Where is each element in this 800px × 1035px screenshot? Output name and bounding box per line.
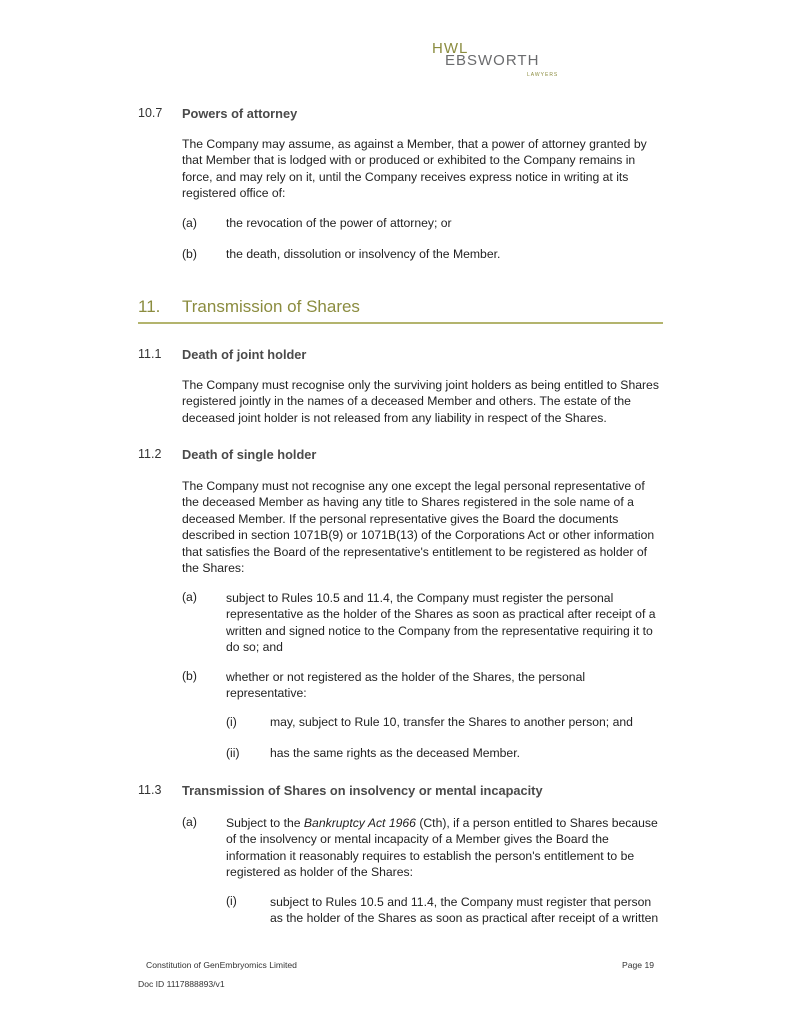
section-divider xyxy=(138,322,663,324)
item-label-11-2-b: (b) xyxy=(182,669,197,683)
item-text-11-3-a xyxy=(226,815,666,881)
clause-number-11-2: 11.2 xyxy=(138,447,162,461)
item-label-11-2-b-ii: (ii) xyxy=(226,746,240,760)
footer-page-number: Page 19 xyxy=(622,960,655,970)
footer-doc-id: Doc ID 1117888893/v1 xyxy=(138,979,225,989)
item-text-10-7-b: the death, dissolution or insolvency of the Member. xyxy=(226,247,501,261)
item-text-11-2-b-ii: has the same rights as the deceased Member. xyxy=(270,746,520,760)
clause-heading-10-7: Powers of attorney xyxy=(182,106,298,121)
section-number-11: 11. xyxy=(138,297,161,316)
item-label-11-3-a: (a) xyxy=(182,815,197,829)
item-text-11-3-a-pre: Subject to the xyxy=(226,816,304,830)
clause-number-11-1: 11.1 xyxy=(138,347,162,361)
item-text-11-2-a: subject to Rules 10.5 and 11.4, the Company must register the personal representative as the holder of the Shares as soon as practical after receipt of a written and signed notice to the Company from the representative requiring it to do so; and xyxy=(226,591,656,655)
item-text-11-2-b-i: may, subject to Rule 10, transfer the Shares to another person; and xyxy=(270,715,633,729)
clause-body-10-7: The Company may assume, as against a Member, that a power of attorney granted by that Member that is lodged with or produced or exhibited to the Company remains in force, and may rely on it, until the Company receives express notice in writing at its registered office of: xyxy=(182,137,647,201)
item-label-11-2-a: (a) xyxy=(182,590,197,604)
clause-heading-11-1: Death of joint holder xyxy=(182,347,307,362)
logo-subtitle: LAWYERS xyxy=(527,72,559,78)
item-text-10-7-a: the revocation of the power of attorney; or xyxy=(226,216,452,230)
item-text-11-2-b: whether or not registered as the holder of the Shares, the personal representative: xyxy=(226,670,586,701)
item-label-10-7-a: (a) xyxy=(182,216,197,230)
logo-line1: HWL xyxy=(432,40,469,57)
clause-number-11-3: 11.3 xyxy=(138,783,162,797)
item-text-11-3-a-i: subject to Rules 10.5 and 11.4, the Company must register that person as the holder of the Shares as soon as practical after receipt of a written xyxy=(270,895,659,926)
item-label-10-7-b: (b) xyxy=(182,247,197,261)
item-text-11-3-a-post: (Cth), if a person entitled to Shares because of the insolvency or mental incapacity of a Member gives the Board the information it reasonably requires to establish the person's entitlement to be registered as holder of the Shares: xyxy=(226,816,658,880)
footer-document-title: Constitution of GenEmbryomics Limited xyxy=(146,960,297,970)
clause-number-10-7: 10.7 xyxy=(138,106,163,120)
bankruptcy-act-reference: Bankruptcy Act 1966 xyxy=(303,816,416,830)
clause-heading-11-2: Death of single holder xyxy=(182,447,317,462)
item-label-11-3-a-i: (i) xyxy=(226,894,237,908)
clause-body-11-2: The Company must not recognise any one except the legal personal representative of the deceased Member as having any title to Shares registered in the sole name of a deceased Member. If the personal representative gives the Board the documents described in section 1071B(9) or 1071B(13) of the Corporations Act or other information that satisfies the Board of the representative's entitlement to be registered as holder of the Shares: xyxy=(182,479,655,576)
hwl-ebsworth-logo xyxy=(432,40,562,80)
logo-line2: EBSWORTH xyxy=(445,52,540,69)
clause-heading-11-3: Transmission of Shares on insolvency or mental incapacity xyxy=(182,783,543,798)
item-label-11-2-b-i: (i) xyxy=(226,715,237,729)
section-title-11: Transmission of Shares xyxy=(182,297,360,316)
clause-body-11-1: The Company must recognise only the surviving joint holders as being entitled to Shares registered jointly in the names of a deceased Member and others. The estate of the deceased joint holder is not released from any liability in respect of the Shares. xyxy=(182,378,659,425)
